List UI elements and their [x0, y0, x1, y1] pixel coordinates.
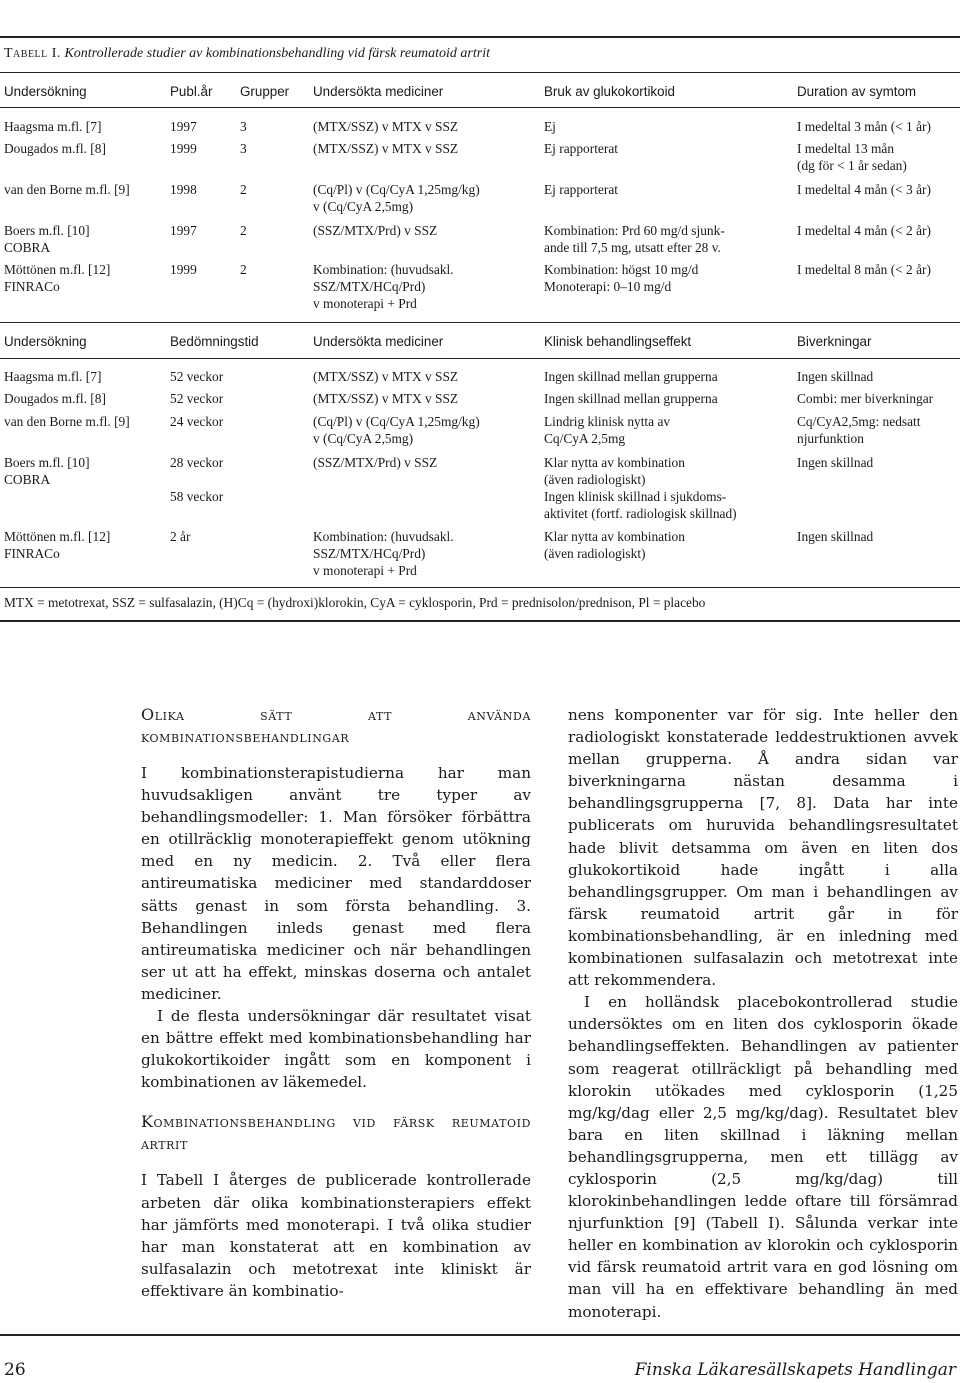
journal-name: Finska Läkaresällskapets Handlingar	[634, 1360, 956, 1380]
cell: 1997	[170, 119, 197, 134]
header1-col-0: Undersökning	[4, 84, 87, 99]
paragraph: I en holländsk placebokontrollerad studie undersöktes om en liten dos cyklosporin ökade behandlingseffekten. Behandlingen av patienter som reagerat otillräckligt på behandling med klorokin utökades med cyklosporin (1,25 mg/kg/dag eller 2,5 mg/kg/dag). Resultatet blev bara en liten skillnad i läkning mellan behandlingsgrupperna, men ett tillägg av cyklosporin (2,5 mg/kg/dag) till klorokinbehandlingen ledde oftare till försämrad njurfunktion [9] (Tabell I). Sålunda verkar inte heller en kombination av klorokin och cyklosporin vid färsk reumatoid artrit vara en god lösning om man vill ha en effektivare behandling än med monoterapi.	[568, 993, 958, 1321]
cell: (MTX/SSZ) v MTX v SSZ	[313, 369, 459, 384]
cell: Klar nytta av kombination (även radiologiskt) Ingen klinisk skillnad i sjukdoms- aktivitet (fortf. radiologisk skillnad)	[544, 455, 737, 521]
cell: Kombination: (huvudsakl. SSZ/MTX/HCq/Prd) v monoterapi + Prd	[313, 529, 454, 578]
header1-col-3: Undersökta mediciner	[313, 84, 444, 99]
paragraph: I de flesta undersökningar där resultatet visat en bättre effekt med kombinationsbehandling har glukokortikoider ingått som en komponent i kombinationen av läkemedel.	[141, 1007, 531, 1092]
cell: Dougados m.fl. [8]	[4, 391, 106, 406]
cell: 3	[240, 119, 247, 134]
cell: Ej rapporterat	[544, 141, 618, 156]
table-top-rule	[0, 36, 960, 38]
table-title	[4, 46, 490, 62]
cell: 2	[240, 223, 247, 238]
cell: Combi: mer biverkningar	[797, 391, 934, 406]
cell: (SSZ/MTX/Prd) v SSZ	[313, 455, 438, 470]
table-footnote: MTX = metotrexat, SSZ = sulfasalazin, (H)Cq = (hydroxi)klorokin, CyA = cyklosporin, Prd = prednisolon/prednison, Pl = placebo	[4, 595, 706, 610]
header2-rule	[0, 358, 960, 359]
section-rule	[0, 322, 960, 323]
cell: I medeltal 4 mån (< 3 år)	[797, 182, 931, 197]
footer-rule	[0, 1334, 960, 1336]
cell: Ej rapporterat	[544, 182, 618, 197]
cell: Ej	[544, 119, 556, 134]
cell: I medeltal 3 mån (< 1 år)	[797, 119, 931, 134]
cell: Cq/CyA2,5mg: nedsatt njurfunktion	[797, 414, 921, 446]
header1-col-5: Duration av symtom	[797, 84, 917, 99]
header2-col-0: Undersökning	[4, 334, 87, 349]
cell: Möttönen m.fl. [12] FINRACo	[4, 529, 111, 561]
cell: Möttönen m.fl. [12] FINRACo	[4, 262, 111, 294]
cell: 3	[240, 141, 247, 156]
header1-col-1: Publ.år	[170, 84, 213, 99]
header1-rule	[0, 107, 960, 108]
cell: I medeltal 13 mån (dg för < 1 år sedan)	[797, 141, 907, 173]
cell: Lindrig klinisk nytta av Cq/CyA 2,5mg	[544, 414, 671, 446]
cell: Ingen skillnad	[797, 529, 874, 544]
cell: Ingen skillnad	[797, 369, 874, 384]
cell: Kombination: högst 10 mg/d Monoterapi: 0–10 mg/d	[544, 262, 699, 294]
cell: Ingen skillnad mellan grupperna	[544, 391, 718, 406]
cell: Haagsma m.fl. [7]	[4, 369, 102, 384]
cell: 2	[240, 182, 247, 197]
cell: Ingen skillnad	[797, 455, 874, 470]
cell: (MTX/SSZ) v MTX v SSZ	[313, 119, 459, 134]
header1-col-2: Grupper	[240, 84, 290, 99]
header2-col-2: Undersökta mediciner	[313, 334, 444, 349]
cell: Ingen skillnad mellan grupperna	[544, 369, 718, 384]
header2-col-3: Klinisk behandlingseffekt	[544, 334, 692, 349]
cell: 1999	[170, 141, 197, 156]
cell: (Cq/Pl) v (Cq/CyA 1,25mg/kg) v (Cq/CyA 2,5mg)	[313, 414, 480, 446]
table-bottom-rule	[0, 620, 960, 622]
cell: Boers m.fl. [10] COBRA	[4, 223, 90, 255]
cell: Klar nytta av kombination (även radiologiskt)	[544, 529, 685, 561]
header2-col-4: Biverkningar	[797, 334, 872, 349]
cell: I medeltal 8 mån (< 2 år)	[797, 262, 931, 277]
cell: 2	[240, 262, 247, 277]
left-text-column	[141, 704, 531, 1302]
paragraph: nens komponenter var för sig. Inte heller den radiologiskt konstaterade leddestruktionen avvek mellan grupperna. Å andra sidan var biverkningarna nästan desamma i behandlingsgrupperna [7, 8]. Data har inte publicerats om huruvida behandlingsresultatet hade blivit detsamma om även en liten dos glukokortikoid hade ingått i alla behandlingsgrupper. Om man i behandlingen av färsk reumatoid artrit går in för kombinationsbehandling, är en inledning med kombinationen sulfasalazin och metotrexat inte att rekommendera.	[568, 706, 958, 990]
cell: 2 år	[170, 529, 191, 544]
cell: Haagsma m.fl. [7]	[4, 119, 102, 134]
cell: van den Borne m.fl. [9]	[4, 414, 130, 429]
right-text-column	[568, 704, 958, 1323]
page-number: 26	[4, 1360, 26, 1380]
cell: Kombination: Prd 60 mg/d sjunk- ande till 7,5 mg, utsatt efter 28 v.	[544, 223, 725, 255]
cell: 24 veckor	[170, 414, 224, 429]
cell: Boers m.fl. [10] COBRA	[4, 455, 90, 487]
cell: van den Borne m.fl. [9]	[4, 182, 130, 197]
cell: 52 veckor	[170, 391, 224, 406]
title-rule	[0, 72, 960, 73]
cell: 52 veckor	[170, 369, 224, 384]
footnote-rule	[0, 587, 960, 588]
cell: Dougados m.fl. [8]	[4, 141, 106, 156]
cell: I medeltal 4 mån (< 2 år)	[797, 223, 931, 238]
section-heading: Olika sätt att använda kombinationsbehandlingar	[141, 705, 531, 746]
paragraph: I Tabell I återges de publicerade kontrollerade arbeten där olika kombinationsterapiers effekt har jämförts med monoterapi. I två olika studier har man konstaterat att en kombination av sulfasalazin och metotrexat inte kliniskt är effektivare än kombinatio-	[141, 1171, 531, 1300]
table-caption: Kontrollerade studier av kombinationsbehandling vid färsk reumatoid artrit	[64, 46, 490, 61]
cell: 1999	[170, 262, 197, 277]
cell: (Cq/Pl) v (Cq/CyA 1,25mg/kg) v (Cq/CyA 2,5mg)	[313, 182, 480, 214]
header2-col-1: Bedömningstid	[170, 334, 259, 349]
cell: 1997	[170, 223, 197, 238]
cell: (MTX/SSZ) v MTX v SSZ	[313, 391, 459, 406]
cell: 1998	[170, 182, 197, 197]
cell: (MTX/SSZ) v MTX v SSZ	[313, 141, 459, 156]
cell: 28 veckor 58 veckor	[170, 455, 224, 504]
paragraph: I kombinationsterapistudierna har man huvudsakligen använt tre typer av behandlingsmodeller: 1. Man försöker förbättra en otillräcklig monoterapieffekt genom utökning med en ny medicin. 2. Två eller flera antireumatiska mediciner med standarddoser sätts genast in som första behandling. 3. Behandlingen inleds genast med flera antireumatiska mediciner och när behandlingen ser ut att ha effekt, minskas doserna och antalet mediciner.	[141, 764, 531, 1003]
cell: (SSZ/MTX/Prd) v SSZ	[313, 223, 438, 238]
cell: Kombination: (huvudsakl. SSZ/MTX/HCq/Prd) v monoterapi + Prd	[313, 262, 454, 311]
header1-col-4: Bruk av glukokortikoid	[544, 84, 675, 99]
table-label: Tabell I.	[4, 46, 61, 61]
section-heading: Kombinationsbehandling vid färsk reumatoid artrit	[141, 1112, 531, 1154]
